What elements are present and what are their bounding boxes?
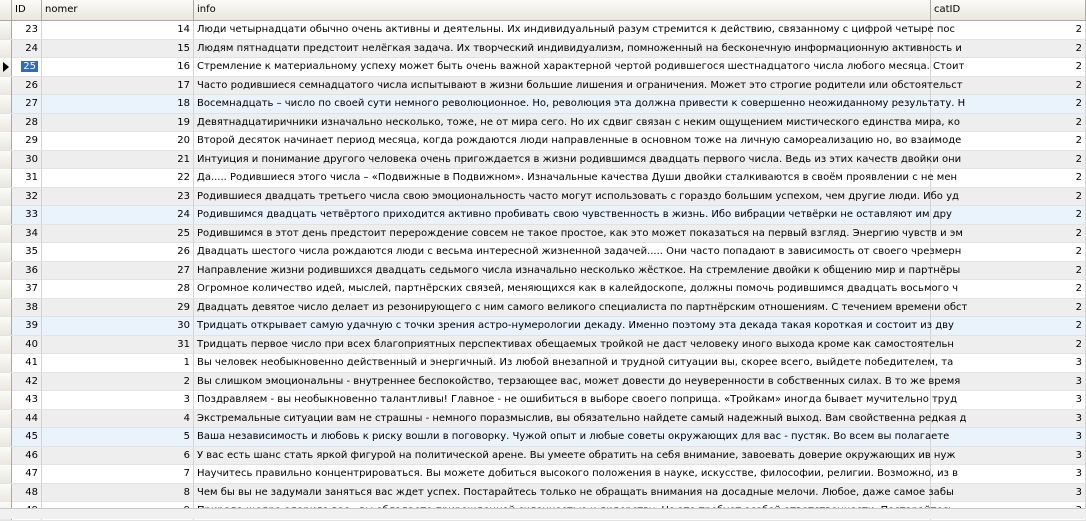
row-indicator	[0, 188, 12, 206]
table-row[interactable]	[0, 354, 1086, 373]
cell-id[interactable]: 24	[12, 40, 42, 58]
cell-id[interactable]: 23	[12, 21, 42, 39]
table-row[interactable]	[0, 280, 1086, 299]
cell-nomer[interactable]: 23	[42, 188, 194, 206]
row-indicator	[0, 391, 12, 409]
cell-info[interactable]: Да..... Родившиеся этого числа – «Подвижные в Подвижном». Изначальные качества Души двойки сталкиваются в своём проявлении с не мен	[194, 169, 931, 187]
cell-catid[interactable]: 2	[931, 21, 1086, 39]
cell-info[interactable]: Людям пятнадцати предстоит нелёгкая задача. Их творческий индивидуализм, помноженный на бесконечную информационную активность и	[194, 40, 931, 58]
table-row[interactable]	[0, 336, 1086, 355]
cell-nomer[interactable]: 19	[42, 114, 194, 132]
cell-nomer[interactable]: 31	[42, 336, 194, 354]
table-row[interactable]	[0, 95, 1086, 114]
cell-nomer[interactable]: 15	[42, 40, 194, 58]
cell-catid[interactable]: 2	[931, 151, 1086, 169]
cell-catid[interactable]: 2	[931, 77, 1086, 95]
cell-catid[interactable]: 2	[931, 114, 1086, 132]
cell-info[interactable]: Тридцать открывает самую удачную с точки зрения астро-нумерологии декаду. Именно поэтому эта декада такая короткая и состоит из дву	[194, 317, 931, 335]
cell-nomer[interactable]: 25	[42, 225, 194, 243]
cell-catid[interactable]: 2	[931, 243, 1086, 261]
cell-id[interactable]: 25	[12, 58, 42, 76]
row-indicator	[0, 225, 12, 243]
horizontal-scrollbar[interactable]	[0, 508, 1086, 519]
table-row[interactable]	[0, 132, 1086, 151]
cell-id[interactable]: 39	[12, 317, 42, 335]
cell-info[interactable]: Тридцать первое число при всех благоприятных перспективах обещаемых тройкой не даст человеку иного выхода кроме как самостоятельн	[194, 336, 931, 354]
cell-nomer[interactable]: 3	[42, 391, 194, 409]
table-row[interactable]	[0, 410, 1086, 429]
cell-id[interactable]: 48	[12, 484, 42, 502]
cell-info[interactable]: Вы человек необыкновенно действенный и энергичный. Из любой внезапной и трудной ситуации вы, скорее всего, выйдете победителем, та	[194, 354, 931, 372]
cell-id[interactable]: 37	[12, 280, 42, 298]
cell-nomer[interactable]: 22	[42, 169, 194, 187]
cell-nomer[interactable]: 27	[42, 262, 194, 280]
table-row[interactable]	[0, 465, 1086, 484]
table-row[interactable]	[0, 58, 1086, 77]
row-indicator	[0, 169, 12, 187]
cell-id[interactable]: 27	[12, 95, 42, 113]
row-indicator	[0, 262, 12, 280]
cell-nomer[interactable]: 21	[42, 151, 194, 169]
cell-info[interactable]: Научитесь правильно концентрироваться. Вы можете добиться высокого положения в науке, искусстве, философии, религии. Возможно, из в	[194, 465, 931, 483]
table-row[interactable]	[0, 151, 1086, 170]
cell-id[interactable]: 41	[12, 354, 42, 372]
cell-nomer[interactable]: 26	[42, 243, 194, 261]
cell-nomer[interactable]: 24	[42, 206, 194, 224]
cell-id[interactable]: 47	[12, 465, 42, 483]
cell-nomer[interactable]: 14	[42, 21, 194, 39]
row-indicator	[0, 354, 12, 372]
cell-catid[interactable]: 2	[931, 169, 1086, 187]
cell-nomer[interactable]: 6	[42, 447, 194, 465]
row-indicator	[0, 151, 12, 169]
table-row[interactable]	[0, 188, 1086, 207]
cell-id[interactable]: 46	[12, 447, 42, 465]
cell-nomer[interactable]: 16	[42, 58, 194, 76]
header-row	[0, 0, 1086, 21]
cell-info[interactable]: Родившимся двадцать четвёртого приходится активно пробивать свою чувственность в жизнь. Ибо вибрации четвёрки не оставляют им дру	[194, 206, 931, 224]
cell-info[interactable]: Двадцать шестого числа рождаются люди с весьма интересной жизненной задачей..... Они часто попадают в зависимость от своего чрезмерн	[194, 243, 931, 261]
header-id[interactable]: ID	[12, 0, 42, 20]
cell-id[interactable]: 34	[12, 225, 42, 243]
cell-id[interactable]: 36	[12, 262, 42, 280]
cell-id[interactable]: 26	[12, 77, 42, 95]
row-indicator	[0, 336, 12, 354]
row-indicator	[0, 132, 12, 150]
table-row[interactable]	[0, 299, 1086, 318]
header-indicator	[0, 0, 12, 20]
cell-info[interactable]: Люди четырнадцати обычно очень активны и деятельны. Их индивидуальный разум стремится к действию, связанному с цифрой четыре пос	[194, 21, 931, 39]
row-indicator	[0, 447, 12, 465]
cell-info[interactable]: Интуиция и понимание другого человека очень пригождается в жизни родившимся двадцать первого числа. Ведь из этих качеств двойки они	[194, 151, 931, 169]
header-nomer[interactable]: nomer	[42, 0, 194, 20]
cell-catid[interactable]: 3	[931, 373, 1086, 391]
table-row[interactable]	[0, 40, 1086, 59]
grid-body	[0, 21, 1086, 521]
table-row[interactable]	[0, 447, 1086, 466]
cell-id[interactable]: 32	[12, 188, 42, 206]
table-row[interactable]	[0, 21, 1086, 40]
row-indicator	[0, 317, 12, 335]
cell-info[interactable]: Огромное количество идей, мыслей, партнёрских связей, меняющихся как в калейдоскопе, должны помочь родившимся двадцать восьмого ч	[194, 280, 931, 298]
cell-nomer[interactable]: 20	[42, 132, 194, 150]
cell-id[interactable]: 30	[12, 151, 42, 169]
cell-catid[interactable]: 2	[931, 299, 1086, 317]
row-indicator	[0, 243, 12, 261]
row-indicator	[0, 77, 12, 95]
cell-nomer[interactable]: 17	[42, 77, 194, 95]
cell-catid[interactable]: 3	[931, 391, 1086, 409]
cell-nomer[interactable]: 7	[42, 465, 194, 483]
cell-id[interactable]: 40	[12, 336, 42, 354]
cell-catid[interactable]: 3	[931, 484, 1086, 502]
row-indicator	[0, 465, 12, 483]
header-catid[interactable]: catID	[931, 0, 1086, 20]
cell-catid[interactable]: 2	[931, 225, 1086, 243]
row-indicator	[0, 206, 12, 224]
table-row[interactable]	[0, 206, 1086, 225]
cell-info[interactable]: Родившимся в этот день предстоит перерождение совсем не такое простое, как это может показаться на первый взгляд. Энергию чувств и эм	[194, 225, 931, 243]
cell-info[interactable]: Направление жизни родившихся двадцать седьмого числа изначально несколько жёсткое. На стремление двойки к общению мир и партнёры	[194, 262, 931, 280]
cell-id[interactable]: 45	[12, 428, 42, 446]
table-row[interactable]	[0, 262, 1086, 281]
cell-nomer[interactable]: 29	[42, 299, 194, 317]
row-indicator	[0, 428, 12, 446]
cell-catid[interactable]: 3	[931, 447, 1086, 465]
cell-catid[interactable]: 2	[931, 336, 1086, 354]
table-row[interactable]	[0, 225, 1086, 244]
cell-id[interactable]: 29	[12, 132, 42, 150]
cell-info[interactable]: Чем бы вы не задумали заняться вас ждет успех. Постарайтесь только не обращать внимания на досадные мелочи. Любое, даже самое забы	[194, 484, 931, 502]
cell-info[interactable]: Поздравляем - вы необыкновенно талантливы! Главное - не ошибиться в выборе своего поприща. «Тройкам» иногда бывает мучительно труд	[194, 391, 931, 409]
cell-info[interactable]: Девятнадцатиричники изначально несколько, тоже, не от мира сего. Но их сдвиг связан с неким ощущением мистического единства мира, ко	[194, 114, 931, 132]
table-row[interactable]	[0, 391, 1086, 410]
cell-nomer[interactable]: 4	[42, 410, 194, 428]
row-indicator	[0, 58, 12, 76]
row-indicator	[0, 114, 12, 132]
cell-id[interactable]: 31	[12, 169, 42, 187]
table-row[interactable]	[0, 243, 1086, 262]
cell-nomer[interactable]: 5	[42, 428, 194, 446]
cell-info[interactable]: Второй десяток начинает период месяца, когда рождаются люди направленные в основном тоже на личную самореализацию но, во взаимоде	[194, 132, 931, 150]
cell-info[interactable]: Часто родившиеся семнадцатого числа испытывают в жизни большие лишения и ограничения. Может это строгие родители или обстоятельст	[194, 77, 931, 95]
cell-catid[interactable]: 2	[931, 188, 1086, 206]
cell-info[interactable]: Родившиеся двадцать третьего числа свою эмоциональность часто могут использовать с гораздо большим успехом, чем другие люди. Ибо уд	[194, 188, 931, 206]
cell-catid[interactable]: 2	[931, 40, 1086, 58]
cell-catid[interactable]: 3	[931, 465, 1086, 483]
header-info[interactable]: info	[194, 0, 931, 20]
row-indicator	[0, 299, 12, 317]
cell-info[interactable]: Стремление к материальному успеху может быть очень важной характерной чертой родившегося шестнадцатого числа любого месяца. Стоит	[194, 58, 931, 76]
cell-nomer[interactable]: 2	[42, 373, 194, 391]
cell-id[interactable]: 43	[12, 391, 42, 409]
table-row[interactable]	[0, 169, 1086, 188]
cell-nomer[interactable]: 1	[42, 354, 194, 372]
cell-info[interactable]: Двадцать девятое число делает из резонирующего с ним самого великого специалиста по партнёрским отношениям. С течением времени обст	[194, 299, 931, 317]
table-row[interactable]	[0, 373, 1086, 392]
cell-info[interactable]: У вас есть шанс стать яркой фигурой на политической арене. Вы умеете обратить на себя внимание, завоевать доверие окружающих ив нуж	[194, 447, 931, 465]
cell-catid[interactable]: 2	[931, 262, 1086, 280]
cell-catid[interactable]: 2	[931, 95, 1086, 113]
cell-id[interactable]: 42	[12, 373, 42, 391]
cell-nomer[interactable]: 8	[42, 484, 194, 502]
cell-catid[interactable]: 2	[931, 206, 1086, 224]
row-indicator	[0, 21, 12, 39]
cell-info[interactable]: Восемнадцать – число по своей сути немного революционное. Но, революция эта должна привести к совершенно неожиданному результату. Н	[194, 95, 931, 113]
cell-catid[interactable]: 3	[931, 410, 1086, 428]
cell-info[interactable]: Экстремальные ситуации вам не страшны - немного поразмыслив, вы обязательно найдете самый надежный выход. Вам свойственна редкая д	[194, 410, 931, 428]
cell-info[interactable]: Ваша независимость и любовь к риску вошли в поговорку. Чужой опыт и любые советы окружающих для вас - пустяк. Во всем вы полагаете	[194, 428, 931, 446]
cell-catid[interactable]: 2	[931, 317, 1086, 335]
table-row[interactable]	[0, 317, 1086, 336]
cell-id[interactable]: 28	[12, 114, 42, 132]
cell-catid[interactable]: 2	[931, 132, 1086, 150]
row-indicator	[0, 484, 12, 502]
cell-id[interactable]: 38	[12, 299, 42, 317]
row-indicator	[0, 40, 12, 58]
cell-id[interactable]: 33	[12, 206, 42, 224]
cell-info[interactable]: Вы слишком эмоциональны - внутреннее беспокойство, терзающее вас, может довести до неуверенности в собственных силах. В то же время	[194, 373, 931, 391]
cell-catid[interactable]: 3	[931, 354, 1086, 372]
row-indicator	[0, 95, 12, 113]
cell-id[interactable]: 35	[12, 243, 42, 261]
table-row[interactable]	[0, 428, 1086, 447]
table-row[interactable]	[0, 114, 1086, 133]
row-indicator	[0, 373, 12, 391]
table-row[interactable]	[0, 77, 1086, 96]
row-indicator	[0, 280, 12, 298]
cell-catid[interactable]: 3	[931, 428, 1086, 446]
table-row[interactable]	[0, 484, 1086, 503]
cell-nomer[interactable]: 28	[42, 280, 194, 298]
cell-catid[interactable]: 2	[931, 280, 1086, 298]
row-indicator	[0, 410, 12, 428]
cell-nomer[interactable]: 30	[42, 317, 194, 335]
cell-nomer[interactable]: 18	[42, 95, 194, 113]
cell-catid[interactable]: 2	[931, 58, 1086, 76]
cell-id[interactable]: 44	[12, 410, 42, 428]
